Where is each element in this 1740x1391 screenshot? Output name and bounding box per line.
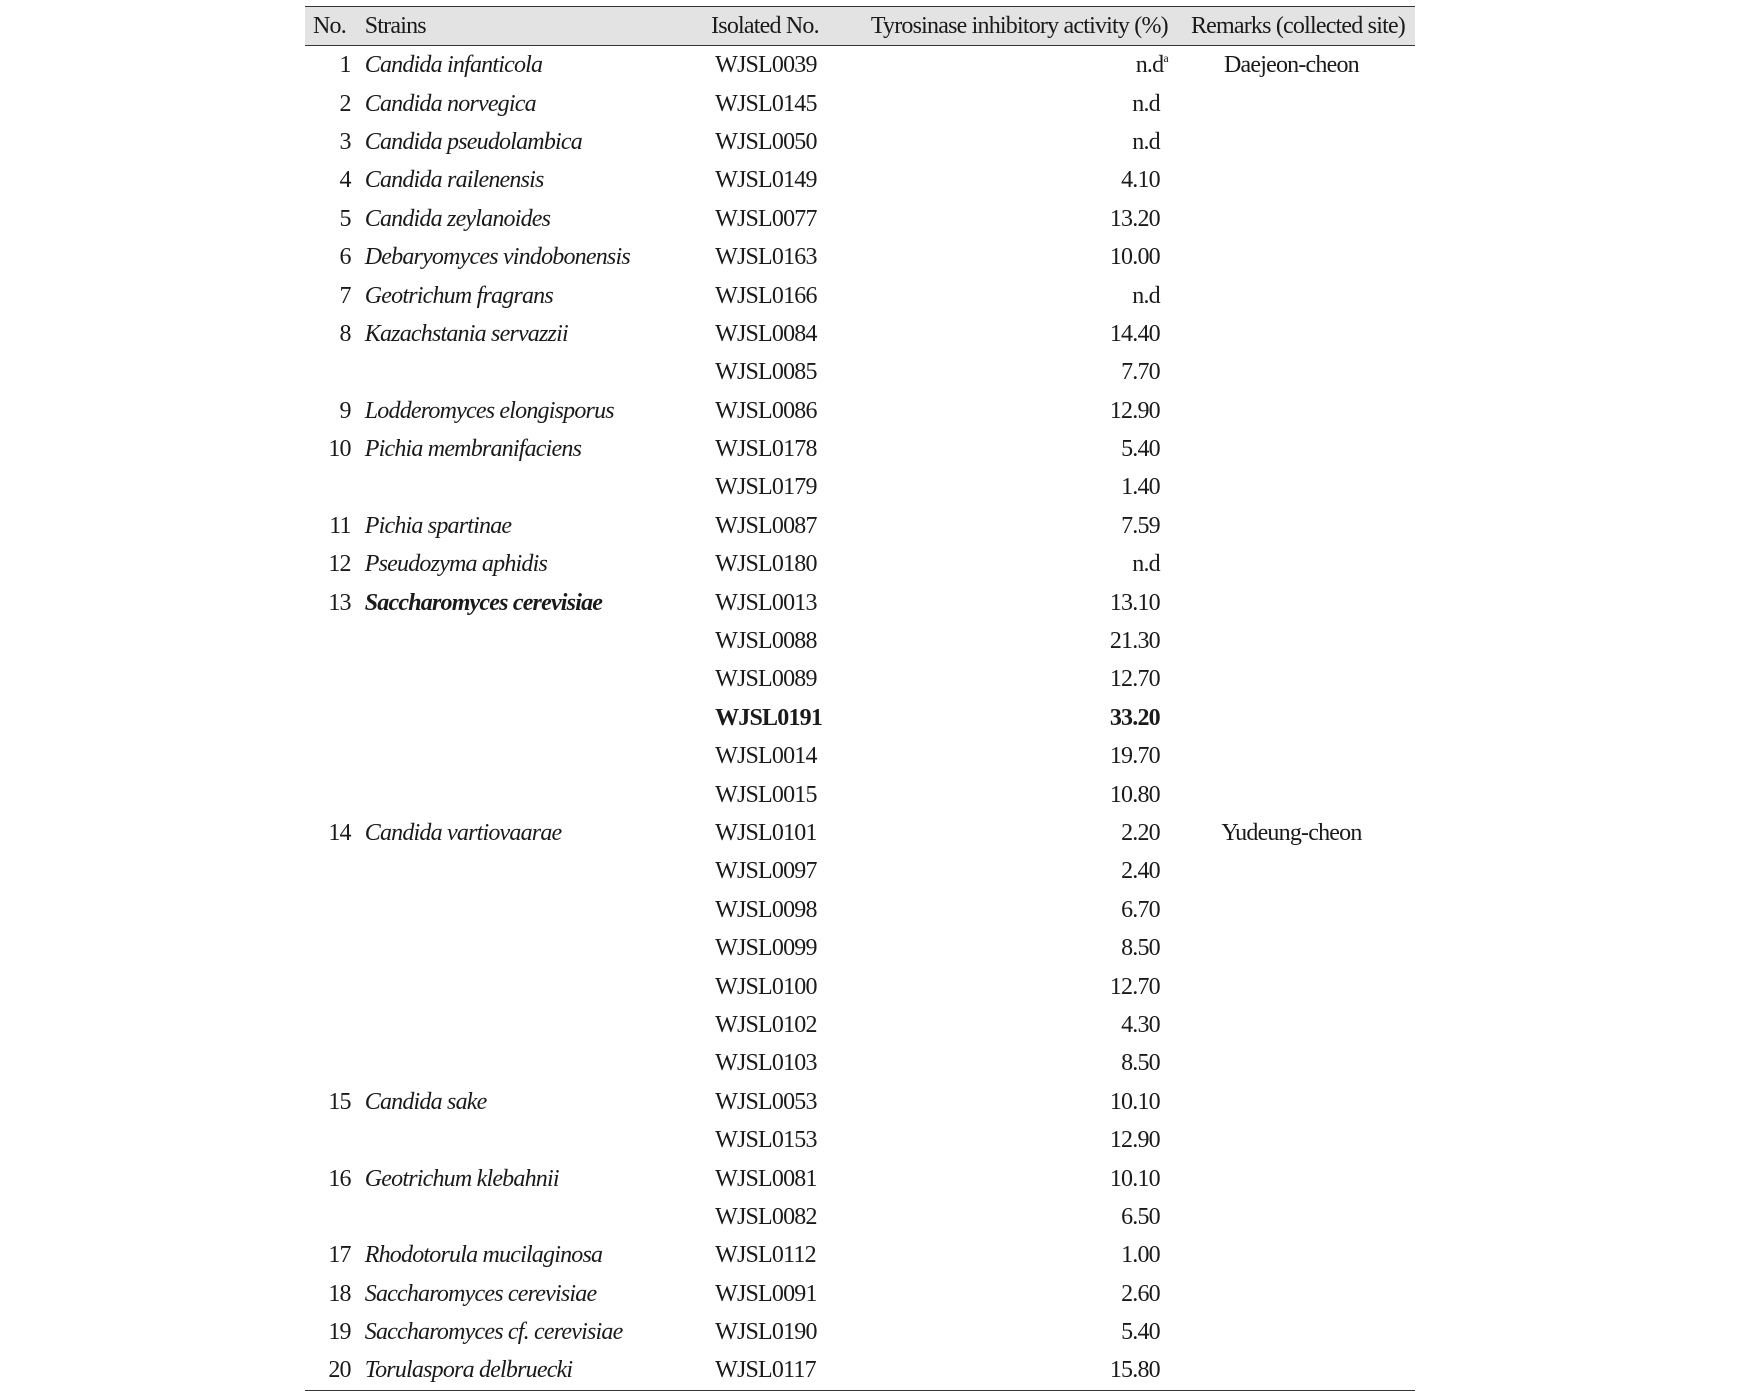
activity-value-wrap xyxy=(1100,1358,1168,1382)
row-isolated-no: WJSL0039 xyxy=(715,52,817,79)
row-no: 2 xyxy=(339,90,351,117)
row-activity-cell xyxy=(867,967,1168,1005)
activity-value-wrap xyxy=(1100,1320,1168,1344)
row-activity-cell xyxy=(867,929,1168,967)
table-row xyxy=(305,1313,1415,1351)
row-activity-cell xyxy=(867,84,1168,122)
row-activity: n.d xyxy=(1132,128,1160,155)
table-row xyxy=(305,315,1415,353)
row-remarks xyxy=(1168,737,1415,775)
row-activity: 8.50 xyxy=(1121,935,1160,962)
row-no: 9 xyxy=(339,397,351,424)
activity-value-wrap xyxy=(1100,667,1168,691)
row-remarks xyxy=(1168,1351,1415,1390)
row-activity: 7.59 xyxy=(1121,512,1160,539)
row-isolated-no: WJSL0082 xyxy=(715,1203,817,1230)
table-row xyxy=(305,123,1415,161)
row-isolated-no: WJSL0190 xyxy=(715,1319,817,1346)
table-row xyxy=(305,1198,1415,1236)
row-strain xyxy=(365,775,711,813)
table-row xyxy=(305,660,1415,698)
row-strain xyxy=(365,660,711,698)
row-no xyxy=(305,852,365,890)
activity-value-wrap xyxy=(1100,706,1168,730)
row-activity: 8.50 xyxy=(1121,1050,1160,1077)
activity-value-wrap xyxy=(1100,1051,1168,1075)
row-strain: Candida vartiovaarae xyxy=(364,820,562,846)
row-activity: 12.90 xyxy=(1109,397,1160,424)
table-row xyxy=(305,238,1415,276)
row-no: 15 xyxy=(328,1088,351,1115)
activity-value-wrap xyxy=(1100,859,1168,883)
row-no xyxy=(305,353,365,391)
row-activity: 15.80 xyxy=(1109,1357,1160,1384)
row-activity-cell xyxy=(867,276,1168,314)
row-activity: 2.40 xyxy=(1121,858,1160,885)
row-isolated-no: WJSL0014 xyxy=(715,743,817,770)
row-remarks xyxy=(1168,84,1415,122)
row-strain: Pichia spartinae xyxy=(364,512,512,539)
row-no: 18 xyxy=(328,1280,351,1307)
table-row xyxy=(305,46,1415,85)
table-row xyxy=(305,1275,1415,1313)
row-isolated-no: WJSL0099 xyxy=(715,935,817,962)
row-activity-cell xyxy=(867,852,1168,890)
activity-value-wrap xyxy=(1100,898,1168,922)
row-isolated-no: WJSL0178 xyxy=(715,436,817,463)
row-activity-cell xyxy=(867,392,1168,430)
row-isolated-no: WJSL0013 xyxy=(715,589,817,616)
row-strain xyxy=(365,967,711,1005)
table-row xyxy=(305,353,1415,391)
row-isolated-no: WJSL0117 xyxy=(711,1351,867,1390)
row-activity: 14.40 xyxy=(1109,320,1160,347)
row-activity-cell xyxy=(867,737,1168,775)
row-activity-cell xyxy=(867,200,1168,238)
activity-value-wrap xyxy=(1100,1167,1168,1191)
row-strain: Geotrichum fragrans xyxy=(364,282,553,309)
row-activity-cell xyxy=(867,1236,1168,1274)
activity-value-wrap xyxy=(1100,744,1168,768)
row-isolated-no: WJSL0149 xyxy=(715,167,817,194)
row-activity-cell xyxy=(867,430,1168,468)
activity-value-wrap xyxy=(1100,514,1168,538)
activity-value-wrap xyxy=(1100,1282,1168,1306)
table-row xyxy=(305,1121,1415,1159)
row-strain xyxy=(365,1121,711,1159)
row-no xyxy=(305,967,365,1005)
activity-value-wrap xyxy=(1100,821,1168,845)
row-strain xyxy=(365,699,711,737)
row-no: 4 xyxy=(339,167,351,194)
row-no: 3 xyxy=(339,128,351,155)
activity-value-wrap xyxy=(1100,130,1168,154)
activity-value-wrap xyxy=(1100,1243,1168,1267)
row-remarks xyxy=(1168,1198,1415,1236)
row-no xyxy=(305,891,365,929)
row-remarks xyxy=(1168,699,1415,737)
row-activity: 19.70 xyxy=(1109,743,1160,770)
row-isolated-no: WJSL0103 xyxy=(715,1050,817,1077)
row-remarks xyxy=(1168,507,1415,545)
row-strain: Torulaspora delbruecki xyxy=(365,1351,711,1390)
row-activity: 2.20 xyxy=(1121,820,1160,846)
row-remarks xyxy=(1168,430,1415,468)
row-isolated-no: WJSL0102 xyxy=(715,1011,817,1038)
row-isolated-no: WJSL0101 xyxy=(715,820,817,846)
row-activity: n.d xyxy=(1132,90,1160,117)
table-row xyxy=(305,84,1415,122)
activity-value-wrap xyxy=(1100,168,1168,192)
row-activity: n.d xyxy=(1135,52,1164,79)
activity-value-wrap xyxy=(1100,629,1168,653)
row-strain: Pseudozyma aphidis xyxy=(364,551,548,578)
row-isolated-no: WJSL0180 xyxy=(715,551,817,578)
row-strain xyxy=(365,1198,711,1236)
row-activity-cell xyxy=(867,1006,1168,1044)
row-activity: 4.10 xyxy=(1121,167,1160,194)
row-activity-cell xyxy=(867,699,1168,737)
row-remarks: Yudeung-cheon xyxy=(1221,820,1362,846)
table-row xyxy=(305,200,1415,238)
row-remarks xyxy=(1168,468,1415,506)
row-isolated-no: WJSL0145 xyxy=(715,90,817,117)
row-remarks xyxy=(1168,1121,1415,1159)
row-no: 1 xyxy=(339,52,351,79)
row-activity-cell xyxy=(867,315,1168,353)
table-row xyxy=(305,545,1415,583)
row-activity: 21.30 xyxy=(1109,628,1160,655)
table-row xyxy=(305,1044,1415,1082)
row-isolated-no: WJSL0163 xyxy=(715,244,817,271)
row-no xyxy=(305,1198,365,1236)
row-no xyxy=(305,1044,365,1082)
row-remarks xyxy=(1168,622,1415,660)
row-remarks xyxy=(1168,353,1415,391)
row-isolated-no: WJSL0153 xyxy=(715,1127,817,1154)
row-activity: 13.20 xyxy=(1109,205,1160,232)
row-activity-cell xyxy=(867,238,1168,276)
row-activity: 7.70 xyxy=(1121,359,1160,386)
row-isolated-no: WJSL0191 xyxy=(715,704,823,731)
table-row xyxy=(305,1351,1415,1390)
row-strain xyxy=(365,622,711,660)
row-remarks xyxy=(1168,161,1415,199)
row-remarks xyxy=(1168,1159,1415,1197)
activity-value-wrap xyxy=(1100,475,1168,499)
row-no: 5 xyxy=(339,205,351,232)
row-activity-cell xyxy=(867,583,1168,621)
row-activity-cell xyxy=(867,622,1168,660)
activity-value-wrap xyxy=(1100,284,1168,308)
table-row xyxy=(305,1083,1415,1121)
row-activity-cell xyxy=(867,775,1168,813)
table-row xyxy=(305,1236,1415,1274)
row-isolated-no: WJSL0086 xyxy=(715,397,817,424)
row-no xyxy=(305,622,365,660)
row-remarks xyxy=(1168,392,1415,430)
row-activity-cell xyxy=(867,1351,1168,1390)
row-strain: Saccharomyces cerevisiae xyxy=(364,1280,597,1307)
row-strain: Saccharomyces cf. cerevisiae xyxy=(364,1319,623,1346)
row-no: 13 xyxy=(328,589,351,616)
row-activity: n.d xyxy=(1132,551,1160,578)
row-activity-cell xyxy=(867,660,1168,698)
row-activity: 10.10 xyxy=(1109,1165,1160,1192)
row-no: 17 xyxy=(328,1242,351,1269)
row-activity: 2.60 xyxy=(1121,1280,1160,1307)
row-isolated-no: WJSL0087 xyxy=(715,512,817,539)
row-strain: Candida railenensis xyxy=(364,167,544,194)
row-remarks xyxy=(1168,1044,1415,1082)
row-strain: Candida zeylanoides xyxy=(364,205,551,232)
row-isolated-no: WJSL0081 xyxy=(715,1165,817,1192)
table-row xyxy=(305,161,1415,199)
row-no: 7 xyxy=(339,282,351,309)
row-strain: Debaryomyces vindobonensis xyxy=(364,244,630,271)
activity-value-wrap xyxy=(1100,245,1168,269)
table-row xyxy=(305,622,1415,660)
row-isolated-no: WJSL0091 xyxy=(715,1280,817,1307)
row-activity: 6.70 xyxy=(1121,896,1160,923)
activity-value-wrap xyxy=(1100,322,1168,346)
row-strain: Rhodotorula mucilaginosa xyxy=(364,1242,603,1269)
activity-value-wrap xyxy=(1100,1090,1168,1114)
row-no: 10 xyxy=(328,436,351,463)
row-remarks xyxy=(1168,238,1415,276)
table-row xyxy=(305,891,1415,929)
activity-value-wrap xyxy=(1100,552,1168,576)
row-activity: 33.20 xyxy=(1109,704,1160,731)
row-activity-cell xyxy=(867,1275,1168,1313)
row-isolated-no: WJSL0089 xyxy=(715,666,817,693)
activity-value-wrap xyxy=(1100,92,1168,116)
row-strain: Kazachstania servazzii xyxy=(364,320,568,347)
row-activity-cell xyxy=(867,353,1168,391)
row-isolated-no: WJSL0085 xyxy=(715,359,817,386)
row-strain xyxy=(365,1044,711,1082)
header-strains: Strains xyxy=(365,7,711,46)
row-strain xyxy=(365,891,711,929)
row-isolated-no: WJSL0112 xyxy=(715,1242,816,1269)
table-row xyxy=(305,699,1415,737)
row-activity: 6.50 xyxy=(1121,1203,1160,1230)
activity-value-wrap xyxy=(1100,207,1168,231)
row-isolated-no: WJSL0166 xyxy=(715,282,817,309)
row-remarks: Daejeon-cheon xyxy=(1224,52,1359,79)
row-strain: Candida infanticola xyxy=(364,52,543,79)
row-isolated-no: WJSL0098 xyxy=(715,896,817,923)
row-activity-cell xyxy=(867,1198,1168,1236)
row-remarks xyxy=(1168,967,1415,1005)
row-activity: 10.80 xyxy=(1109,781,1160,808)
row-remarks xyxy=(1168,775,1415,813)
activity-value-wrap xyxy=(1100,783,1168,807)
row-remarks xyxy=(1168,852,1415,890)
row-activity-cell xyxy=(867,1159,1168,1197)
row-strain: Lodderomyces elongisporus xyxy=(364,397,614,424)
table-row xyxy=(305,737,1415,775)
row-activity: 1.00 xyxy=(1121,1242,1160,1269)
row-activity: 13.10 xyxy=(1109,589,1160,616)
row-activity-cell xyxy=(867,545,1168,583)
row-strain: Candida sake xyxy=(364,1088,487,1115)
row-activity: 4.30 xyxy=(1121,1011,1160,1038)
row-activity-cell xyxy=(867,1083,1168,1121)
row-activity: 12.70 xyxy=(1109,973,1160,1000)
row-activity: 12.70 xyxy=(1109,666,1160,693)
row-no: 19 xyxy=(328,1319,351,1346)
footnote-marker: a xyxy=(1163,51,1168,66)
row-no xyxy=(305,775,365,813)
header-no: No. xyxy=(305,7,365,46)
row-activity-cell xyxy=(867,161,1168,199)
table-row xyxy=(305,430,1415,468)
row-remarks xyxy=(1168,929,1415,967)
row-no xyxy=(305,699,365,737)
row-isolated-no: WJSL0050 xyxy=(715,128,817,155)
row-no xyxy=(305,737,365,775)
header-activity: Tyrosinase inhibitory activity (%) xyxy=(867,7,1168,46)
row-isolated-no: WJSL0179 xyxy=(715,474,817,501)
row-remarks xyxy=(1168,123,1415,161)
row-remarks xyxy=(1168,315,1415,353)
row-no xyxy=(305,660,365,698)
table-row xyxy=(305,775,1415,813)
table-row xyxy=(305,507,1415,545)
activity-value-wrap xyxy=(1100,399,1168,423)
row-strain xyxy=(365,737,711,775)
row-strain: Saccharomyces cerevisiae xyxy=(364,589,603,616)
row-isolated-no: WJSL0088 xyxy=(715,628,817,655)
row-remarks xyxy=(1168,545,1415,583)
row-remarks xyxy=(1168,200,1415,238)
row-isolated-no: WJSL0100 xyxy=(715,973,817,1000)
row-activity-cell xyxy=(867,123,1168,161)
row-activity: 10.00 xyxy=(1109,244,1160,271)
activity-value-wrap xyxy=(1100,437,1168,461)
row-no xyxy=(305,1121,365,1159)
row-no: 16 xyxy=(328,1165,351,1192)
row-activity-cell xyxy=(867,1121,1168,1159)
row-isolated-no: WJSL0077 xyxy=(715,205,817,232)
table-row xyxy=(305,392,1415,430)
row-no: 12 xyxy=(328,551,351,578)
row-activity: 12.90 xyxy=(1109,1127,1160,1154)
row-remarks xyxy=(1168,1006,1415,1044)
row-strain xyxy=(365,852,711,890)
row-activity-cell xyxy=(867,468,1168,506)
row-remarks xyxy=(1168,583,1415,621)
row-isolated-no: WJSL0053 xyxy=(715,1088,817,1115)
activity-value-wrap xyxy=(1100,360,1168,384)
row-remarks xyxy=(1168,1313,1415,1351)
header-isolated-no: Isolated No. xyxy=(711,7,867,46)
row-activity: 5.40 xyxy=(1121,1319,1160,1346)
tyrosinase-table xyxy=(305,6,1415,1391)
row-activity: 5.40 xyxy=(1121,436,1160,463)
table-row xyxy=(305,1006,1415,1044)
table-row xyxy=(305,583,1415,621)
table-row xyxy=(305,468,1415,506)
row-no: 11 xyxy=(329,512,351,539)
table-header xyxy=(305,7,1415,46)
row-activity-cell xyxy=(867,1044,1168,1082)
activity-value-wrap xyxy=(1100,1205,1168,1229)
activity-value-wrap xyxy=(1100,936,1168,960)
row-activity-cell xyxy=(867,1313,1168,1351)
row-strain xyxy=(365,929,711,967)
row-no xyxy=(305,1006,365,1044)
row-strain: Geotrichum klebahnii xyxy=(364,1165,559,1192)
row-strain xyxy=(365,468,711,506)
activity-value-wrap xyxy=(1100,1013,1168,1037)
row-strain: Candida pseudolambica xyxy=(364,128,582,155)
activity-value-wrap xyxy=(1100,1128,1168,1152)
table-row xyxy=(305,929,1415,967)
activity-value-wrap xyxy=(1108,53,1168,77)
row-no xyxy=(305,468,365,506)
row-activity-cell xyxy=(867,814,1168,852)
table-row xyxy=(305,1159,1415,1197)
row-no: 20 xyxy=(305,1351,365,1390)
row-no xyxy=(305,929,365,967)
row-remarks xyxy=(1168,1236,1415,1274)
row-activity-cell xyxy=(867,46,1168,85)
row-strain: Pichia membranifaciens xyxy=(364,436,582,463)
row-strain xyxy=(365,1006,711,1044)
table-row xyxy=(305,276,1415,314)
header-row xyxy=(305,7,1415,46)
activity-value-wrap xyxy=(1100,975,1168,999)
row-activity: 1.40 xyxy=(1121,474,1160,501)
row-remarks xyxy=(1168,1083,1415,1121)
row-isolated-no: WJSL0097 xyxy=(715,858,817,885)
table-row xyxy=(305,852,1415,890)
table-row xyxy=(305,814,1415,852)
row-no: 14 xyxy=(328,820,351,846)
row-strain: Candida norvegica xyxy=(364,90,536,117)
row-no: 6 xyxy=(339,244,351,271)
header-remarks: Remarks (collected site) xyxy=(1168,7,1415,46)
row-activity: 10.10 xyxy=(1109,1088,1160,1115)
row-remarks xyxy=(1168,276,1415,314)
table-body xyxy=(305,46,1415,1391)
row-activity-cell xyxy=(867,891,1168,929)
row-remarks xyxy=(1168,1275,1415,1313)
row-remarks xyxy=(1168,660,1415,698)
activity-value-wrap xyxy=(1100,591,1168,615)
row-no: 8 xyxy=(339,320,351,347)
row-remarks xyxy=(1168,891,1415,929)
row-activity: n.d xyxy=(1132,282,1160,309)
row-activity-cell xyxy=(867,507,1168,545)
row-isolated-no: WJSL0015 xyxy=(715,781,817,808)
table-row xyxy=(305,967,1415,1005)
row-isolated-no: WJSL0084 xyxy=(715,320,817,347)
row-strain xyxy=(365,353,711,391)
